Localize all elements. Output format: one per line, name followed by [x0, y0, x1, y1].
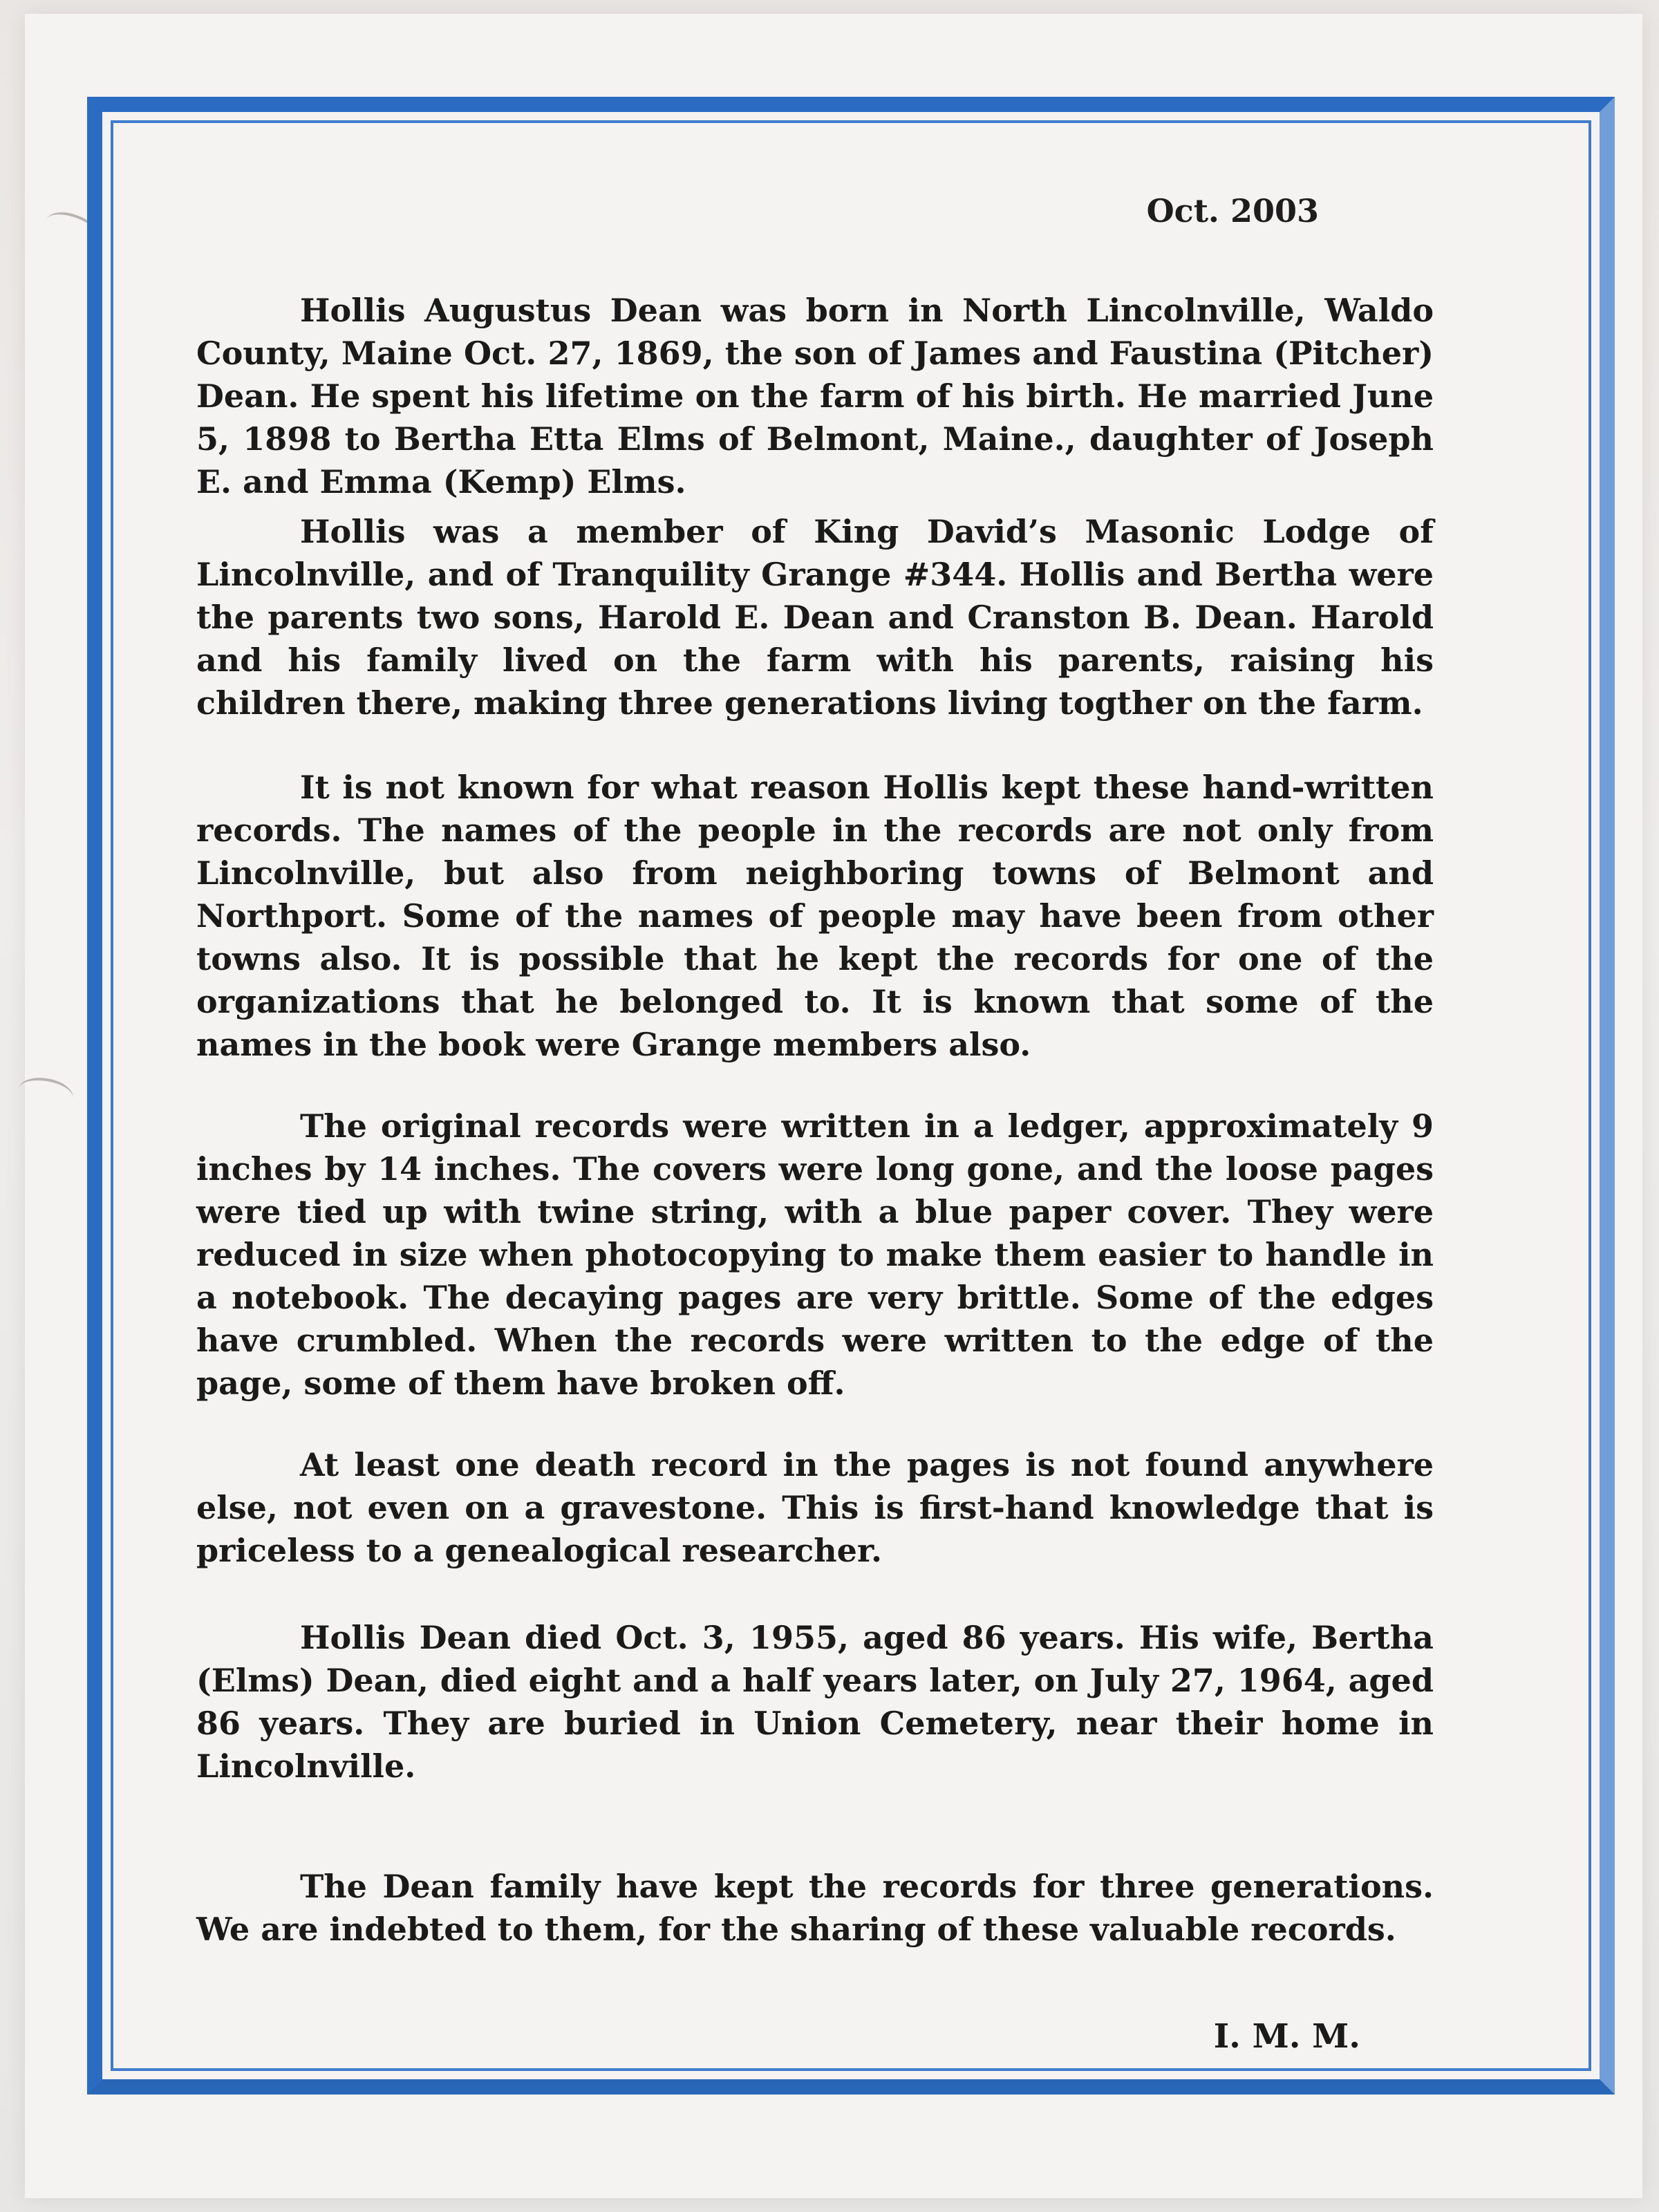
paragraph-deaths: Hollis Dean died Oct. 3, 1955, aged 86 years. His wife, Bertha (Elms) Dean, died eight and a half years later, on July 27, 1964, aged 86 years. They are buried in Union Cemetery, near their home in Lincolnville. — [196, 1619, 1434, 1785]
paragraph-acknowledgement: The Dean family have kept the records for three generations. We are indebted to them, for the sharing of these valuable records. — [196, 1868, 1434, 1948]
hole-punch-mark — [16, 1074, 75, 1113]
blue-border-frame — [87, 97, 1615, 2094]
paragraph-ledger-description: The original records were written in a ledger, approximately 9 inches by 14 inches. The covers were long gone, and the loose pages were tied up with twine string, with a blue paper cover. They were reduced in size when photocopying to make them easier to handle in a notebook. The decaying pages are very brittle. Some of the edges have crumbled. When the records were written to the edge of the page, some of them have broken off. — [196, 1107, 1434, 1402]
paper-sheet — [25, 14, 1642, 2198]
document-date: Oct. 2003 — [1146, 192, 1319, 229]
paragraph-records-origin: It is not known for what reason Hollis kept these hand-written records. The names of the people in the records are not only from Lincolnville, but also from neighboring towns of Belmont and Northport. Some of the names of people may have been from other towns also. It is possible that he kept the records for one of the organizations that he belonged to. It is known that some of the names in the book were Grange members also. — [196, 769, 1434, 1063]
paragraph-death-record: At least one death record in the pages is not found anywhere else, not even on a gravestone. This is first-hand knowledge that is priceless to a genealogical researcher. — [196, 1446, 1434, 1569]
paragraph-birth: Hollis Augustus Dean was born in North Lincolnville, Waldo County, Maine Oct. 27, 1869, the son of James and Faustina (Pitcher) Dean. He spent his lifetime on the farm of his birth. He married June 5, 1898 to Bertha Etta Elms of Belmont, Maine., daughter of Joseph E. and Emma (Kemp) Elms. — [196, 292, 1434, 500]
author-initials: I. M. M. — [1213, 2017, 1360, 2056]
document-body — [155, 151, 1547, 2056]
paragraph-family: Hollis was a member of King David’s Masonic Lodge of Lincolnville, and of Tranquility Grange #344. Hollis and Bertha were the parents two sons, Harold E. Dean and Cranston B. Dean. Harold and his family lived on the farm with his parents, raising his children there, making three generations living togther on the farm. — [196, 513, 1434, 722]
inner-border-line — [111, 120, 1591, 2071]
